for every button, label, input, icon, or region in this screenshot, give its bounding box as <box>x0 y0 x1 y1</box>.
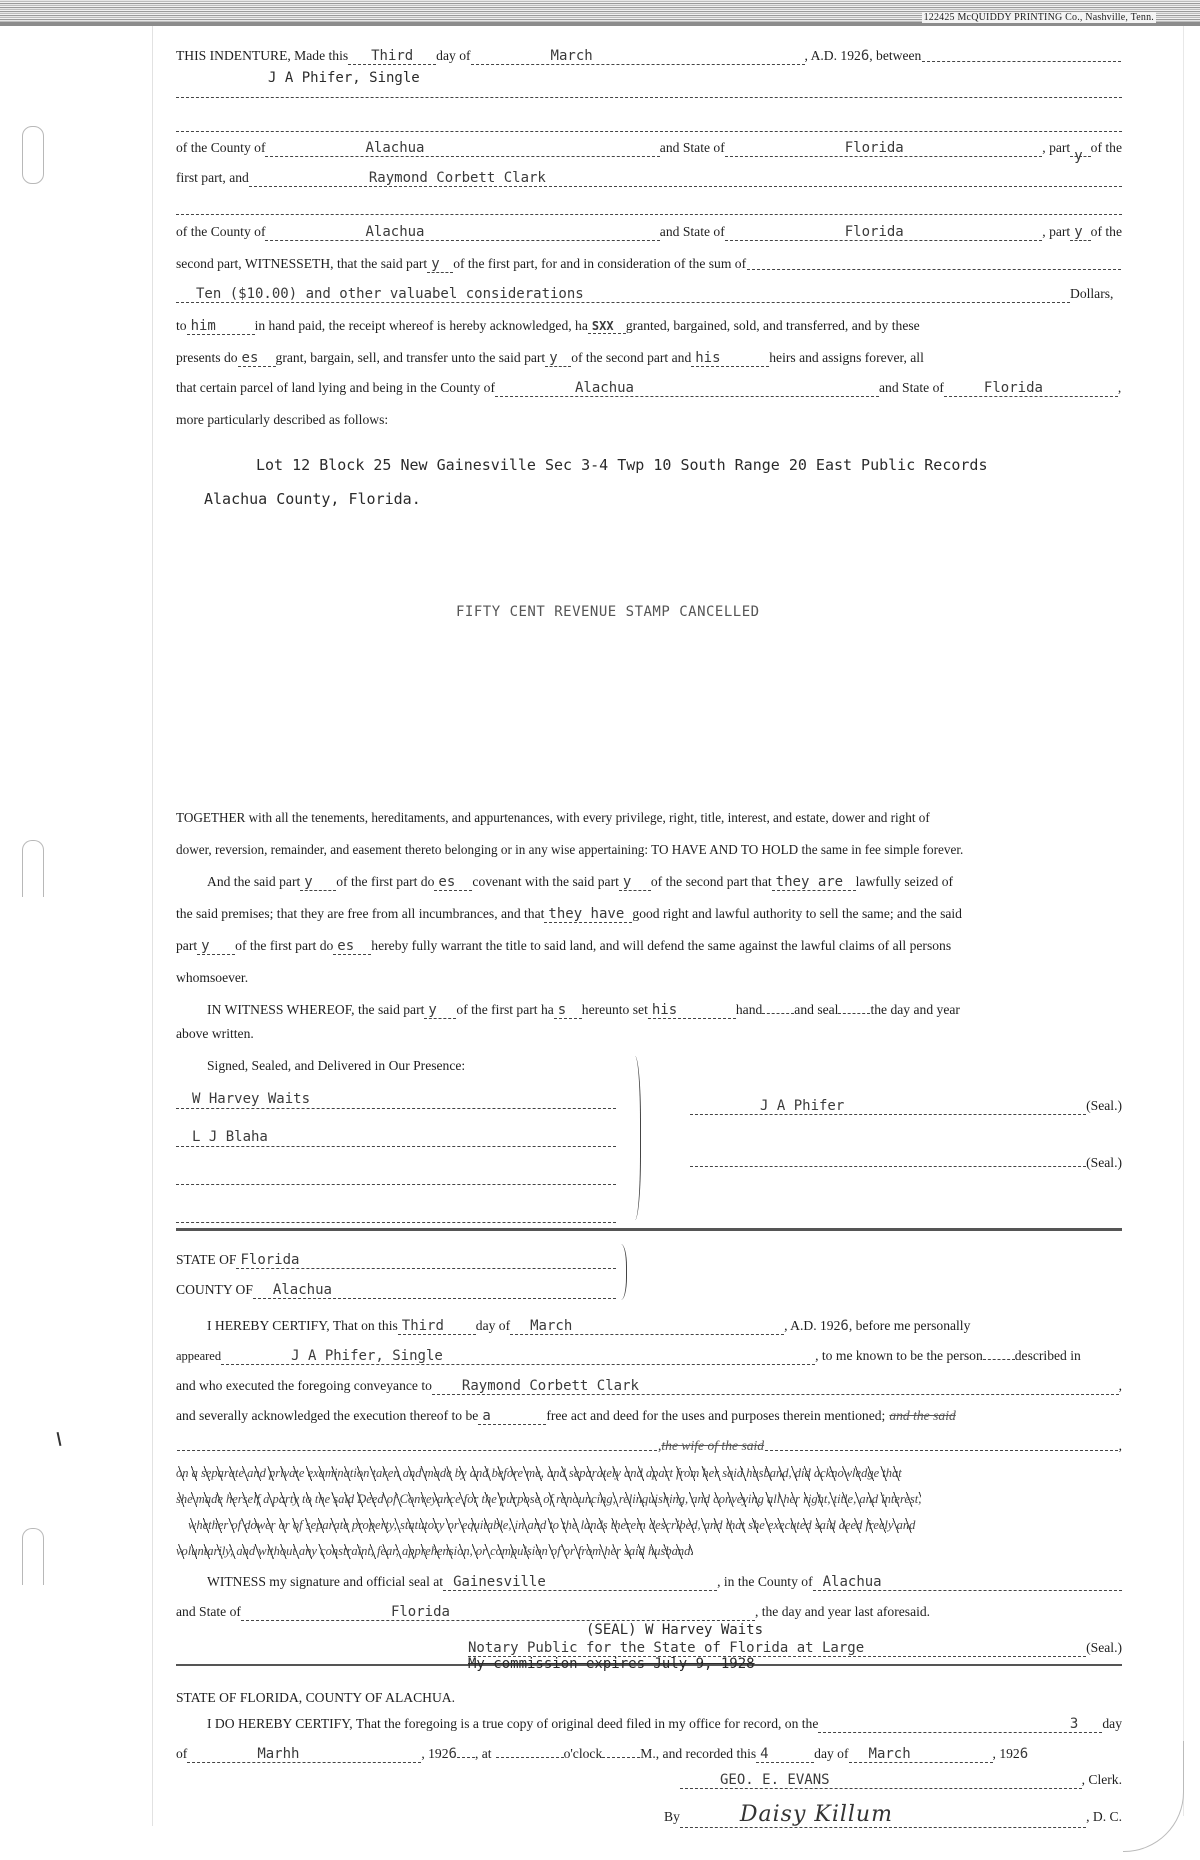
filed-month-value: Marhh <box>257 1746 300 1762</box>
label: day of <box>814 1746 849 1761</box>
label: Dollars, <box>1070 286 1114 301</box>
year-digit: 6 <box>860 48 870 64</box>
filed-day-value: 3 <box>1069 1716 1079 1732</box>
state-value: Florida <box>844 140 904 156</box>
more-particularly <box>176 412 1122 428</box>
label: of the first part do <box>336 874 435 889</box>
blank-line <box>983 1359 1015 1360</box>
part-suffix-field <box>197 938 235 955</box>
day-value: Third <box>401 1318 444 1334</box>
part-suffix-field <box>427 256 453 273</box>
verb-suffix-value: s <box>557 1002 567 1018</box>
margin-mark <box>57 1432 62 1446</box>
notary-value: Notary Public for the State of Florida at Large <box>468 1640 865 1656</box>
month-value: March <box>550 48 593 64</box>
label: grant, bargain, sell, and transfer unto the said part <box>275 350 546 365</box>
grantor-signature-line <box>690 1098 1122 1115</box>
year-digit: 6 <box>840 1318 849 1334</box>
recording-heading: STATE OF FLORIDA, COUNTY OF ALACHUA. <box>176 1690 455 1705</box>
notary-seal-signature: (SEAL) W Harvey Waits <box>586 1622 764 1638</box>
label: day of <box>475 1318 511 1333</box>
part-suffix-value: y <box>549 350 558 366</box>
blank-line <box>457 1757 475 1758</box>
filed-month-field <box>187 1746 421 1763</box>
label: of the <box>1090 224 1122 239</box>
punch-hole-icon <box>22 1528 44 1585</box>
label: of the County of <box>176 140 266 155</box>
label: day <box>1102 1716 1122 1731</box>
recorded-year-digit: 6 <box>1019 1746 1029 1762</box>
struck-text: the wife of the said <box>661 1438 765 1453</box>
part-suffix-value: y <box>304 874 313 890</box>
witness-seal-line <box>207 1574 1122 1591</box>
label: , Clerk. <box>1081 1772 1122 1787</box>
label: appeared <box>176 1349 222 1363</box>
grantee-value: Raymond Corbett Clark <box>368 170 546 186</box>
state-field <box>944 380 1118 397</box>
county-field <box>253 1282 616 1299</box>
blank-line <box>176 97 1122 98</box>
label: I DO HEREBY CERTIFY, That the foregoing is a true copy of original deed filed in my office for record, on the <box>207 1716 819 1731</box>
recording-date-line <box>176 1746 1122 1763</box>
state-field <box>241 1604 755 1621</box>
label: of the first part ha <box>456 1002 554 1017</box>
part-suffix-field <box>300 874 336 891</box>
label: and severally acknowledged the execution thereof to be <box>176 1408 479 1423</box>
struck-text: and the said <box>889 1408 956 1423</box>
brace <box>626 1056 641 1220</box>
recorded-day-field <box>756 1746 814 1763</box>
day-field <box>398 1318 476 1335</box>
grantor-signature: J A Phifer <box>760 1098 845 1114</box>
struck-clause: whether of dower or of separate property, statutory or equitable, in and to the lands therein described, and that she executed said deed freely and <box>188 1518 916 1532</box>
wife-line: , the wife of the said , <box>176 1438 1122 1454</box>
county-value: Alachua <box>822 1574 882 1590</box>
pronoun-field <box>648 1002 736 1019</box>
page-curl <box>1123 1741 1184 1852</box>
blank-line <box>838 1013 870 1014</box>
label: presents do <box>176 350 238 365</box>
part-suffix-value: y <box>431 256 440 272</box>
part-suffix-field <box>1070 224 1090 241</box>
label: lawfully seized of <box>855 874 954 889</box>
label: part <box>176 938 198 953</box>
label: and seal <box>794 1002 839 1017</box>
state-value: Florida <box>983 380 1043 396</box>
county-value: Alachua <box>272 1282 332 1298</box>
state-of-line <box>176 1252 616 1269</box>
part-suffix-field <box>545 350 571 367</box>
state-value: Florida <box>390 1604 450 1620</box>
second-signature-line <box>690 1150 1122 1171</box>
person-value: J A Phifer, Single <box>291 1348 443 1364</box>
label: and who executed the foregoing conveyance to <box>176 1378 432 1393</box>
grantor-signature-field <box>690 1098 1086 1115</box>
label: and State of <box>659 224 725 239</box>
blank-line <box>765 1450 1117 1451</box>
above-written: above written. <box>176 1026 254 1041</box>
part-suffix-field <box>424 1002 456 1019</box>
label: the day and year <box>870 1002 960 1017</box>
pronoun-field <box>691 350 769 367</box>
label: granted, bargained, sold, and transferred, and by these <box>625 318 920 333</box>
label: STATE OF <box>176 1252 237 1267</box>
certify-line <box>207 1318 1122 1335</box>
part-suffix-field <box>619 874 651 891</box>
filed-day-field <box>818 1716 1102 1733</box>
seal-label: (Seal.) <box>1086 1155 1122 1170</box>
verb-suffix-field <box>434 874 472 891</box>
month-field <box>471 48 805 65</box>
recorded-day-value: 4 <box>760 1746 769 1762</box>
together-line-1: TOGETHER with all the tenements, hereditaments, and appurtenances, with every privilege, right, title, interest, and estate, dower and right of <box>176 810 930 825</box>
day-value: Third <box>371 48 414 64</box>
verb-suffix-value: es <box>337 938 355 954</box>
label: of the first part do <box>235 938 334 953</box>
label: , part <box>1042 224 1071 239</box>
blank-line <box>762 1013 794 1014</box>
person-field <box>221 1348 815 1365</box>
whomsoever-line: whomsoever. <box>176 970 249 985</box>
witness-line <box>176 1128 616 1147</box>
part-suffix-value: y <box>1074 148 1083 164</box>
conveyance-line: and who executed the foregoing conveyance to Raymond Corbett Clark , <box>176 1378 1122 1394</box>
deputy-clerk-line <box>664 1802 1122 1828</box>
label: free act and deed for the uses and purposes therein mentioned; <box>546 1408 886 1423</box>
sum-line <box>176 286 1122 303</box>
label: more particularly described as follows: <box>176 412 389 427</box>
label: the said premises; that they are free from all incumbrances, and that <box>176 906 545 921</box>
grantee-county-line <box>176 224 1122 241</box>
covenant-line <box>207 874 1122 891</box>
label: By <box>664 1809 680 1824</box>
state-field <box>725 224 1043 241</box>
blank-line <box>747 269 1121 270</box>
day-field <box>348 48 436 65</box>
county-value: Alachua <box>574 380 634 396</box>
they-are-field <box>772 874 856 891</box>
label: of the County of <box>176 224 266 239</box>
clerk-line <box>680 1772 1122 1789</box>
label: WITNESS my signature and official seal at <box>207 1574 444 1589</box>
label: covenant with the said part <box>472 874 619 889</box>
legal-description-1: Lot 12 Block 25 New Gainesville Sec 3-4 Twp 10 South Range 20 East Public Records <box>256 456 988 474</box>
label: , A.D. 192 <box>784 1318 841 1333</box>
label: day of <box>436 48 471 63</box>
seal-label: (Seal.) <box>1086 1098 1122 1113</box>
part-suffix-value: y <box>201 938 210 954</box>
grantee-field <box>432 1378 1119 1395</box>
clerk-field <box>680 1772 1082 1789</box>
state-value: Florida <box>240 1252 300 1268</box>
month-field <box>510 1318 784 1335</box>
section-rule <box>176 1228 1122 1231</box>
revenue-stamp-note: FIFTY CENT REVENUE STAMP CANCELLED <box>456 604 760 620</box>
part-suffix-value: y <box>428 1002 437 1018</box>
premises-line <box>176 906 1122 923</box>
state-value: Florida <box>844 224 904 240</box>
sum-field <box>176 286 1070 303</box>
county-field <box>265 140 659 157</box>
blank-line <box>176 214 1122 215</box>
struck-clause: on a separate and private examination taken and made by and before me, and separately and apart from her said husband, did acknowledge that <box>176 1466 902 1480</box>
label: heirs and assigns forever, all <box>769 350 924 365</box>
grantor-county-line <box>176 140 1122 164</box>
label: and State of <box>176 1604 241 1619</box>
presents-line <box>176 350 1122 367</box>
warrant-line <box>176 938 1122 955</box>
deputy-clerk-signature: Daisy Killum <box>739 1802 893 1827</box>
verb-suffix-field <box>588 319 626 334</box>
clerk-name: GEO. E. EVANS <box>720 1772 830 1788</box>
label: and State of <box>659 140 725 155</box>
struck-clause: she made herself a party to the said Deed of Conveyance for the purpose of renouncing, relinquishing, and conveying all her right, title, and interest, <box>176 1492 922 1506</box>
label: , at <box>474 1746 492 1761</box>
label: of the second part that <box>650 874 772 889</box>
state-field <box>725 140 1043 157</box>
state-last-aforesaid-line <box>176 1604 1122 1621</box>
label: THIS INDENTURE, Made this <box>176 48 349 63</box>
pronoun-value: his <box>651 1002 678 1018</box>
right-margin-line <box>1183 26 1184 1816</box>
label: hand <box>735 1002 763 1017</box>
label: of the <box>1090 140 1122 155</box>
place-value: Gainesville <box>453 1574 546 1590</box>
label: that certain parcel of land lying and being in the County of <box>176 380 495 395</box>
legal-description-2: Alachua County, Florida. <box>204 490 421 508</box>
notary-field <box>468 1640 1086 1657</box>
label: and State of <box>878 380 944 395</box>
label: o'clock <box>563 1746 603 1761</box>
label: , 192 <box>992 1746 1020 1761</box>
county-field <box>265 224 659 241</box>
label: , before me personally <box>848 1318 971 1333</box>
blank-line <box>177 1450 657 1451</box>
article-field <box>478 1408 546 1425</box>
part-suffix-value: y <box>622 874 632 890</box>
receipt-line <box>176 318 1122 335</box>
witness-name: L J Blaha <box>192 1129 268 1145</box>
grantor-name: J A Phifer, Single <box>268 70 420 86</box>
left-margin-line <box>152 26 153 1826</box>
notary-line <box>468 1640 1122 1657</box>
recording-certify-line <box>207 1716 1122 1733</box>
county-of-line <box>176 1282 616 1299</box>
label: first part, and <box>176 170 249 185</box>
in-witness-line <box>207 1002 1122 1019</box>
they-are-value: they are <box>775 874 844 890</box>
recorded-month-value: March <box>868 1746 911 1762</box>
verb-suffix-field <box>238 350 276 367</box>
label: hereunto set <box>581 1002 648 1017</box>
month-value: March <box>530 1318 573 1334</box>
label: to <box>176 318 187 333</box>
label: of <box>176 1746 188 1761</box>
signed-sealed-label: Signed, Sealed, and Delivered in Our Presence: <box>207 1058 466 1073</box>
label: of the first part, for and in consideration of the sum of <box>453 256 747 271</box>
recorded-month-field <box>849 1746 993 1763</box>
verb-suffix-value: es <box>438 874 456 890</box>
label: , A.D. 192 <box>804 48 861 63</box>
label: M., and recorded this <box>640 1746 757 1761</box>
place-field <box>443 1574 717 1591</box>
indenture-line-1 <box>176 48 1122 65</box>
signature-field <box>690 1150 1086 1167</box>
grantee-value: Raymond Corbett Clark <box>461 1378 639 1394</box>
witness-line <box>176 1166 616 1185</box>
county-field <box>813 1574 1122 1591</box>
brace <box>612 1244 627 1300</box>
am-pm-field <box>602 1757 640 1758</box>
grantee-line <box>176 170 1122 187</box>
verb-suffix-field <box>554 1002 582 1019</box>
label: of the second part and <box>571 350 692 365</box>
witness-line <box>176 1204 616 1223</box>
label: , D. C. <box>1086 1809 1122 1824</box>
witness-line <box>176 1090 616 1109</box>
printer-imprint: 122425 McQUIDDY PRINTING Co., Nashville, Tenn. <box>923 12 1154 23</box>
label: , to me known to be the person <box>815 1348 983 1363</box>
county-field <box>495 380 879 397</box>
they-have-field <box>544 906 632 923</box>
label: hereby fully warrant the title to said land, and will defend the same against the lawful claims of all persons <box>371 938 952 953</box>
struck-clause: voluntarily, and without any constraint, fear, apprehension, or compulsion of or from her said husband. <box>176 1544 694 1558</box>
blank-line <box>922 61 1121 62</box>
appeared-line <box>176 1348 1122 1365</box>
recipient-field <box>187 318 255 335</box>
label: second part, WITNESSETH, that the said part <box>176 256 428 271</box>
label: , in the County of <box>717 1574 813 1589</box>
recipient-value: him <box>190 318 216 334</box>
label: good right and lawful authority to sell the same; and the said <box>632 906 962 921</box>
label: And the said part <box>207 874 301 889</box>
commission-expiry: My commission expires July 9, 1928 <box>468 1656 755 1672</box>
article-value: a <box>482 1408 491 1424</box>
label: described in <box>1014 1348 1081 1363</box>
verb-suffix-field <box>333 938 371 955</box>
part-suffix-field <box>1070 140 1090 164</box>
seal-label: (Seal.) <box>1086 1640 1122 1655</box>
label: , the day and year last aforesaid. <box>754 1604 931 1619</box>
deputy-signature-field <box>680 1802 1086 1828</box>
severally-line <box>176 1408 1122 1425</box>
state-field <box>236 1252 616 1269</box>
label: , 192 <box>421 1746 449 1761</box>
witness-name: W Harvey Waits <box>192 1091 311 1107</box>
together-line-2: dower, reversion, remainder, and easement thereto belonging or in any wise appertaining: TO HAVE AND TO HOLD the same in fee simple forever. <box>176 842 964 857</box>
blank-line <box>176 131 1122 132</box>
label: , part <box>1042 140 1071 155</box>
witnesseth-line <box>176 256 1122 273</box>
grantee-field <box>249 170 1122 187</box>
punch-hole-icon <box>22 126 44 184</box>
label: IN WITNESS WHEREOF, the said part <box>207 1002 425 1017</box>
punch-hole-icon <box>22 840 44 897</box>
pronoun-value: his <box>695 350 721 366</box>
part-suffix-value: y <box>1074 224 1083 240</box>
verb-suffix-value: SXX <box>591 319 614 333</box>
label: , between <box>869 48 922 63</box>
parcel-line: that certain parcel of land lying and being in the County of Alachua and State of Florida , <box>176 380 1122 396</box>
county-value: Alachua <box>365 224 425 240</box>
label: I HEREBY CERTIFY, That on this <box>207 1318 398 1333</box>
time-field <box>496 1757 564 1758</box>
label: COUNTY OF <box>176 1282 253 1297</box>
county-value: Alachua <box>365 140 425 156</box>
label: in hand paid, the receipt whereof is hereby acknowledged, ha <box>254 318 588 333</box>
verb-suffix-value: es <box>241 350 259 366</box>
filed-year-digit: 6 <box>448 1746 457 1762</box>
sum-value: Ten ($10.00) and other valuabel considerations <box>196 286 584 302</box>
they-have-value: they have <box>548 906 625 922</box>
